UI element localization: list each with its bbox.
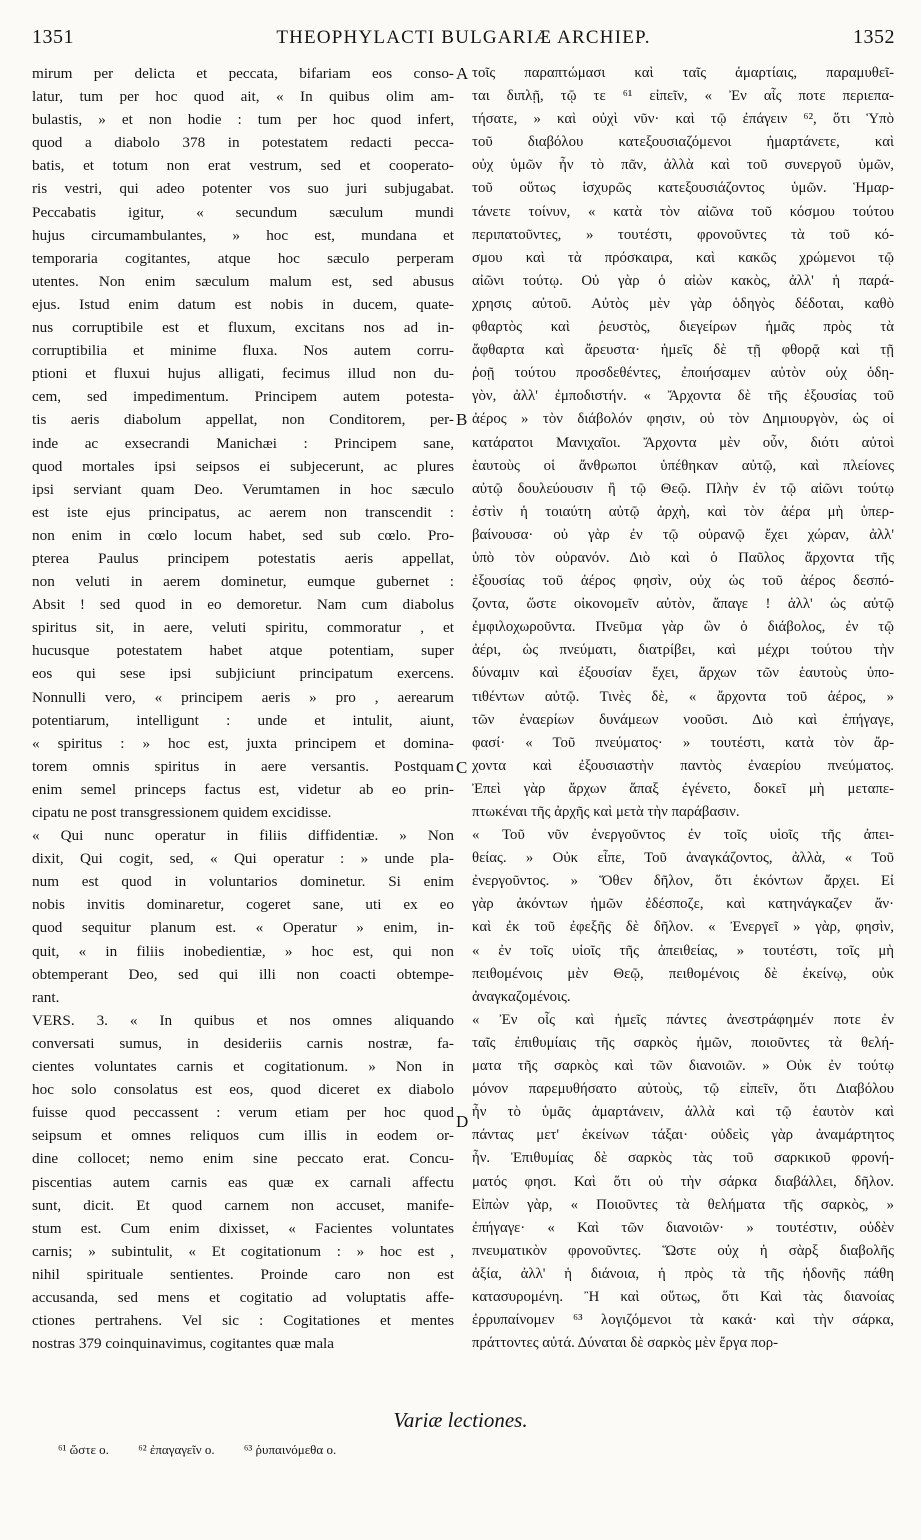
text-line: ταῖς ἐπιθυμίαις τῆς σαρκὸς ἡμῶν, ποιοῦντες τὰ θελή- xyxy=(472,1034,894,1051)
text-line: ἑαυτοὺς οἱ ἄνθρωποι ὑπέθηκαν αὐτῷ, καὶ πλείονες xyxy=(472,457,894,474)
text-line: conversati sumus, in desideriis carnis nostræ, fa- xyxy=(32,1034,454,1052)
text-line: hucusque potestatem habet atque potentiam, super xyxy=(32,642,454,660)
text-line: τοῦ οὕτως ἰσχυρῶς κατεξουσιάζοντος ὑμῶν. Ἡμαρ- xyxy=(472,180,894,197)
text-line: Nonnulli vero, « principem aeris » pro , aerearum xyxy=(32,688,454,706)
text-line: ῥοῇ τούτου προσδεθέντες, ἐποιήσαμεν αὐτὸν οὐχ ὁδη- xyxy=(472,365,894,382)
text-line: cipatu ne post transgressionem quidem excidisse. xyxy=(32,804,332,821)
text-line: τήσατε, » καὶ οὐχὶ νῦν· καὶ τῷ ἐπάγειν ⁶², ὅτι Ὑπὸ xyxy=(472,111,894,128)
text-line: περιπατοῦντες, » τουτέστι, φρονοῦντες τὰ τοῦ κό- xyxy=(472,226,894,243)
text-line: pterea Paulus principem potestatis aeris appellat, xyxy=(32,549,454,567)
text-line: nobis invitis dominaretur, cogeret sane, uti ex eo xyxy=(32,896,454,914)
text-line: ἐνεργοῦντος. » Ὅθεν δῆλον, ὅτι ἑκόντων ἄρχει. Εἰ xyxy=(472,873,894,890)
text-line: quod a diabolo 378 in potestatem redacti pecca- xyxy=(32,134,454,152)
text-line: VERS. 3. « In quibus et nos omnes aliquando xyxy=(32,1011,454,1029)
text-line: dine collocet; nemo enim sine peccato erat. Concu- xyxy=(32,1150,454,1168)
text-line: αὐτῷ δουλεύουσιν ἢ τῷ Θεῷ. Πλὴν ἐν τῷ αἰῶνι τούτῳ xyxy=(472,480,894,497)
text-line: « Qui nunc operatur in filiis diffidentiæ. » Non xyxy=(32,827,454,845)
text-line: ctiones pertrahens. Vel sic : Cogitationes et mentes xyxy=(32,1312,454,1330)
text-line: utentes. Non enim sæculum malum est, sed abusus xyxy=(32,272,454,290)
text-line: ἀέρος » τὸν διάβολόν φησιν, οὐ τὸν Δημιουργὸν, ὡς οἱ xyxy=(472,411,894,428)
text-line: quod mortales ipsi seipsos ei subjecerunt, ac plures xyxy=(32,457,454,475)
text-line: μόνον παρεμυθήσατο αὐτοὺς, τῷ εἰπεῖν, ὅτι Διαβόλου xyxy=(472,1081,894,1098)
page-header xyxy=(32,26,895,56)
text-line: ἄφθαρτα καὶ ἄρευστα· ἡμεῖς δὲ τῇ φθορᾷ καὶ τῇ xyxy=(472,342,894,359)
text-line: cientes voluntates carnis et cogitationum. » Non in xyxy=(32,1058,454,1076)
text-line: hujus circumambulantes, » hoc est, mundana et xyxy=(32,226,454,244)
text-line: ἀναγκαζομένοις. xyxy=(472,988,571,1005)
text-line: « ἐν τοῖς υἱοῖς τῆς ἀπειθείας, » τουτέστι, τοῖς μὴ xyxy=(472,942,894,959)
right-column-number: 1352 xyxy=(852,26,895,48)
text-line: inde ac exsecrandi Manichæi : Principem sane, xyxy=(32,434,454,452)
text-line: ejus. Istud enim datum est nobis in ducem, quate- xyxy=(32,295,454,313)
text-line: quit, « in filiis inobedientiæ, » hoc est, qui non xyxy=(32,942,454,960)
margin-marker-d: D xyxy=(456,1112,469,1131)
text-line: ἐρρυπαίνομεν ⁶³ λογιζόμενοι τὰ κακά· καὶ τὴν σάρκα, xyxy=(472,1312,894,1329)
footnotes xyxy=(58,1442,362,1458)
text-line: πνευματικὸν φρονοῦντες. Ὥστε οὐχ ἡ σὰρξ διαβολῆς xyxy=(472,1242,894,1259)
footnote-63: ⁶³ ῥυπαινόμεθα ο. xyxy=(243,1442,337,1457)
text-line: χρησις αὐτοῦ. Αὐτὸς μὲν γὰρ ὁδηγὸς δέδοται, καθὸ xyxy=(472,295,894,312)
text-line: temporaria cogitantes, atque hoc sæculo perperam xyxy=(32,249,454,267)
text-line: potentiarum, intelligunt : unde et intulit, aiunt, xyxy=(32,711,454,729)
variae-lectiones-heading: Variæ lectiones. xyxy=(393,1408,528,1432)
text-line: ἐστὶν ἡ τοιαύτη αὐτῷ ἀρχὴ, καὶ τὸν ἀέρα μὴ ὑπερ- xyxy=(472,503,894,520)
text-line: χοντα καὶ ἐξουσιαστὴν παντὸς ἐναερίου πνεύματος. xyxy=(472,757,894,774)
text-line: γὸν, ἀλλ' ἐμποδιστήν. « Ἄρχοντα δὲ τῆς ἐξουσίας τοῦ xyxy=(472,388,894,405)
text-line: obtemperant Deo, sed qui illi non coacti obtempe- xyxy=(32,965,454,983)
text-line: seipsum et omnes reliquos cum illis in eodem or- xyxy=(32,1127,454,1145)
text-line: τάνετε τοίνυν, « κατὰ τὸν αἰῶνα τοῦ κόσμου τούτου xyxy=(472,203,894,220)
text-line: αἰῶνι τούτῳ. Οὐ γὰρ ὁ αἰὼν κακὸς, ἀλλ' ἡ παρά- xyxy=(472,272,894,289)
text-line: καὶ ἐκ τοῦ ἐφεξῆς δὲ δῆλον. « Ἐνεργεῖ » γὰρ, φησὶν, xyxy=(472,919,894,936)
text-line: nostras 379 coinquinavimus, cogitantes quæ mala xyxy=(32,1335,335,1353)
text-line: stum est. Cum enim dixisset, « Facientes voluntates xyxy=(32,1219,454,1237)
text-line: τιθέντων αὐτῷ. Τινὲς δὲ, « ἄρχοντα τοῦ ἀέρος, » xyxy=(472,688,894,705)
text-line: ται διπλῇ, τῷ τε ⁶¹ εἰπεῖν, « Ἐν αἷς ποτε περιεπα- xyxy=(472,88,894,105)
text-line: πειθομένοις μὲν Θεῷ, πειθομένοις δὲ ἐκείνῳ, οὐκ xyxy=(472,965,894,982)
text-line: nus corruptibile est et fluxum, excitans nos ad in- xyxy=(32,319,454,337)
text-line: τοῖς παραπτώμασι καὶ ταῖς ἁμαρτίαις, παραμυθεῖ- xyxy=(472,65,894,81)
text-line: cem, sed impedimentum. Principem autem potesta- xyxy=(32,388,454,406)
text-line: ris vestri, qui adeo potenter vos suo juri subjugabat. xyxy=(32,180,454,198)
text-line: ἦν. Ἐπιθυμίας δὲ σαρκὸς τὰς τοῦ σαρκικοῦ φρονή- xyxy=(472,1150,894,1167)
text-line: τοῦ διαβόλου κατεξουσιαζόμενοι ἡμαρτάνετε, καὶ xyxy=(472,134,894,151)
text-line: tis aeris diabolum appellat, non Conditorem, per- xyxy=(32,411,454,429)
text-line: ἐπήγαγε· « Καὶ τῶν διανοιῶν· » τουτέστιν, οὐδὲν xyxy=(472,1219,894,1236)
text-line: enim semel princeps factus est, videtur ab eo prin- xyxy=(32,780,454,798)
text-line: δύναμιν καὶ ἐξουσίαν ἔχει, ἄρχων τῶν ἑαυτοὺς ὑπο- xyxy=(472,665,894,682)
text-line: ὑπὸ τὸν οὐρανόν. Διὸ καὶ ὁ Παῦλος ἄρχοντα τῆς xyxy=(472,549,894,566)
text-line: non enim in cœlo locum habet, sed sub cœlo. Pro- xyxy=(32,526,454,544)
text-line: ipsi serviant quam Deo. Verumtamen in hoc sæculo xyxy=(32,480,454,498)
text-line: dixit, Qui cogit, sed, « Qui operatur : » unde pla- xyxy=(32,850,454,868)
text-line: mirum per delicta et peccata, bifariam eos conso- xyxy=(32,65,454,82)
text-line: Ἐπεὶ γὰρ ἄρχων ἅπαξ ἐγένετο, δοκεῖ μὴ μεταπε- xyxy=(472,780,894,797)
text-line: quod sequitur planum est. « Operatur » enim, in- xyxy=(32,919,454,937)
text-line: « Ἐν οἷς καὶ ἡμεῖς πάντες ἀνεστράφημέν ποτε ἐν xyxy=(472,1011,894,1028)
text-line: rant. xyxy=(32,988,60,1006)
text-line: κατασυρομένη. Ἢ καὶ οὕτως, ὅτι Καὶ τὰς διανοίας xyxy=(472,1288,894,1305)
text-line: πτωκέναι τῆς ἀρχῆς καὶ μετὰ τὴν παράβασιν. xyxy=(472,804,740,820)
footnote-62: ⁶² ἐπαγαγεῖν ο. xyxy=(138,1442,215,1457)
text-line: num est quod in voluntarios dominetur. Si enim xyxy=(32,873,454,891)
text-line: Εἰπὼν γὰρ, « Ποιοῦντες τὰ θελήματα τῆς σαρκὸς, » xyxy=(472,1196,894,1213)
greek-column xyxy=(472,62,894,1355)
text-line: κατάρατοι Μανιχαῖοι. Ἄρχοντα μὲν οὖν, διότι αὐτοὶ xyxy=(472,434,894,451)
text-line: « spiritus : » hoc est, juxta principem et domina- xyxy=(32,734,454,752)
text-line: sunt, dicit. Et quod carnem non accuset, manife- xyxy=(32,1196,454,1214)
latin-column xyxy=(32,62,454,1355)
text-line: torem omnis spiritus in aere versantis. Postquam xyxy=(32,757,454,775)
text-line: latur, tum per hoc quod ait, « In quibus olim am- xyxy=(32,88,454,106)
text-line: fuisse quod peccassent : verum etiam per hoc quod xyxy=(32,1104,454,1122)
text-line: ματός φησι. Καὶ ὅτι οὐ τὴν σάρκα διαβάλλει, δῆλον. xyxy=(472,1173,894,1190)
text-line: Peccabatis igitur, « secundum sæculum mundi xyxy=(32,203,454,221)
text-line: σμου καὶ τὰ πρόσκαιρα, καὶ κακῶς χρώμενοι τῷ xyxy=(472,249,894,266)
text-line: est iste ejus principatus, ac aerem non transcendit : xyxy=(32,503,454,521)
text-line: πράττοντες αὐτά. Δύναται δὲ σαρκὸς μὲν ἔργα πορ- xyxy=(472,1335,779,1352)
text-line: βαίνουσα· οὐ γὰρ ἐν τῷ οὐρανῷ ἔχει χώραν, ἀλλ' xyxy=(472,526,894,543)
text-line: φασί· « Τοῦ πνεύματος· » τουτέστι, κατὰ τὸν ἄρ- xyxy=(472,734,894,751)
left-column-number: 1351 xyxy=(32,26,74,48)
text-line: Absit ! sed quod in eo demoretur. Nam cum diabolus xyxy=(32,596,454,614)
text-line: batis, et totum non erat vestrum, sed et cooperato- xyxy=(32,157,454,175)
text-line: ἐξουσίας τοῦ ἀέρος φησὶν, οὐχ ὡς τοῦ ἀέρος δεσπό- xyxy=(472,573,894,590)
text-line: spiritus sit, in aere, veluti spiritu, commoratur , et xyxy=(32,619,454,637)
text-line: hoc solo consolatus est eos, quod diceret ex diabolo xyxy=(32,1081,454,1099)
text-line: θείας. » Οὐκ εἶπε, Τοῦ ἀναγκάζοντος, ἀλλὰ, « Τοῦ xyxy=(472,850,894,867)
text-line: carnis; » subintulit, « Et cogitationum : » hoc est , xyxy=(32,1242,454,1260)
text-line: nihil spirituale sentientes. Proinde caro non est xyxy=(32,1265,454,1283)
text-line: φθαρτὸς καὶ ῥευστὸς, διεγείρων ἡμᾶς πρὸς τὰ xyxy=(472,319,894,336)
text-line: bulastis, » et non hodie : tum per hoc quod infert, xyxy=(32,111,454,129)
text-line: corruptibilia et minime fluxa. Nos autem corru- xyxy=(32,342,454,360)
text-line: ἐμφιλοχωροῦντα. Πνεῦμα γὰρ ὢν ὁ διάβολος, ἐν τῷ xyxy=(472,619,894,636)
text-line: πάντας μετ' ἐκείνων τάξαι· οὐδεὶς γὰρ ἀναμάρτητος xyxy=(472,1127,894,1144)
margin-marker-c: C xyxy=(456,758,468,777)
footnote-61: ⁶¹ ὥστε ο. xyxy=(58,1442,109,1457)
text-line: οὐχ ὑμῶν ἦν τὸ πᾶν, ἀλλὰ καὶ τοῦ συνεργοῦ ὑμῶν, xyxy=(472,157,894,174)
text-line: ἦν τὸ ὑμᾶς ἁμαρτάνειν, ἀλλὰ καὶ τῷ ἑαυτὸν καὶ xyxy=(472,1104,894,1121)
text-line: ἀξία, ἀλλ' ἡ διάνοια, ἡ πρὸς τὰ τῆς ἡδονῆς πάθη xyxy=(472,1265,894,1282)
text-line: non veluti in aerem dominetur, eumque gubernet : xyxy=(32,573,454,591)
text-line: ματα τῆς σαρκὸς καὶ τῶν διανοιῶν. » Οὐκ ἐν τούτῳ xyxy=(472,1058,894,1075)
running-title: THEOPHYLACTI BULGARIÆ ARCHIEP. xyxy=(276,27,651,48)
text-line: γὰρ ἀκόντων ἡμῶν ἐδέσποζε, καὶ κατηνάγκαζεν ἄν· xyxy=(472,896,894,913)
text-line: ptioni et fluxui hujus alligati, fecimus illud non du- xyxy=(32,365,454,383)
text-line: « Τοῦ νῦν ἐνεργοῦντος ἐν τοῖς υἱοῖς τῆς ἀπει- xyxy=(472,827,894,844)
text-line: piscentias autem carnis eas quæ ex carnali affectu xyxy=(32,1173,454,1191)
text-line: ἀέρι, ὡς πνεύματι, διατρίβει, καὶ μέχρι τούτου τὴν xyxy=(472,642,894,659)
margin-marker-b: B xyxy=(456,410,468,429)
margin-marker-a: A xyxy=(456,64,469,83)
text-line: τῶν ἐναερίων δυνάμεων νοοῦσι. Διὸ καὶ ἐπήγαγε, xyxy=(472,711,894,728)
text-line: eos qui sese ipsi subjiciunt principatum exercens. xyxy=(32,665,454,683)
text-line: accusanda, sed mens et cogitatio ad voluptatis affe- xyxy=(32,1288,454,1306)
text-line: ζοντα, ὥστε οἰκονομεῖν αὐτὸν, ἄπαγε ! ἀλλ' ὡς αὐτῷ xyxy=(472,596,894,613)
